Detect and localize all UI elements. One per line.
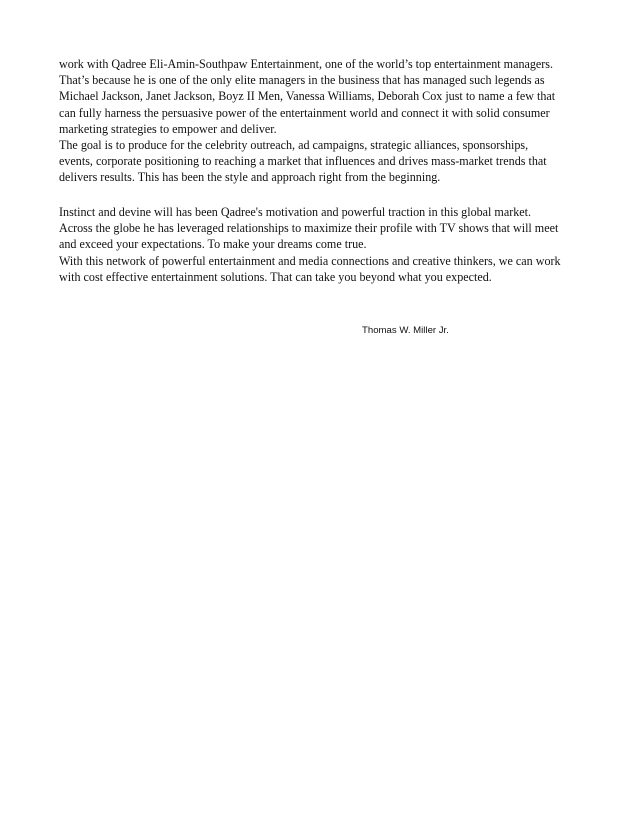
text-line: Across the globe he has leveraged relationships to maximize their profile with TV shows that will meet [59,221,559,236]
text-line: Instinct and devine will has been Qadree's motivation and powerful traction in this global market. [59,205,532,219]
text-line: The goal is to produce for the celebrity outreach, ad campaigns, strategic alliances, sponsorships, [59,137,529,152]
text-line: can fully harness the persuasive power of the entertainment world and connect it with solid consumer [59,105,550,120]
text-line: work with Qadree Eli-Amin-Southpaw Entertainment, one of the world’s top entertainment managers. [59,57,554,71]
text-line: marketing strategies to empower and deliver. [59,121,277,136]
text-line: events, corporate positioning to reaching a market that influences and drives mass-market trends that [59,154,547,169]
signature: Thomas W. Miller Jr. [362,325,449,336]
text-line: Michael Jackson, Janet Jackson, Boyz II Men, Vanessa Williams, Deborah Cox just to name a few that [59,89,556,104]
text-line: and exceed your expectations. To make your dreams come true. [59,237,367,252]
text-line: delivers results. This has been the style and approach right from the beginning. [59,170,441,185]
body-paragraph-block-1 [59,56,594,186]
text-line: With this network of powerful entertainment and media connections and creative thinkers, we can work [59,253,561,268]
text-line: with cost effective entertainment solutions. That can take you beyond what you expected. [59,269,492,284]
text-line: That’s because he is one of the only elite managers in the business that has managed such legends as [59,73,545,88]
body-paragraph-block-2 [59,204,594,285]
